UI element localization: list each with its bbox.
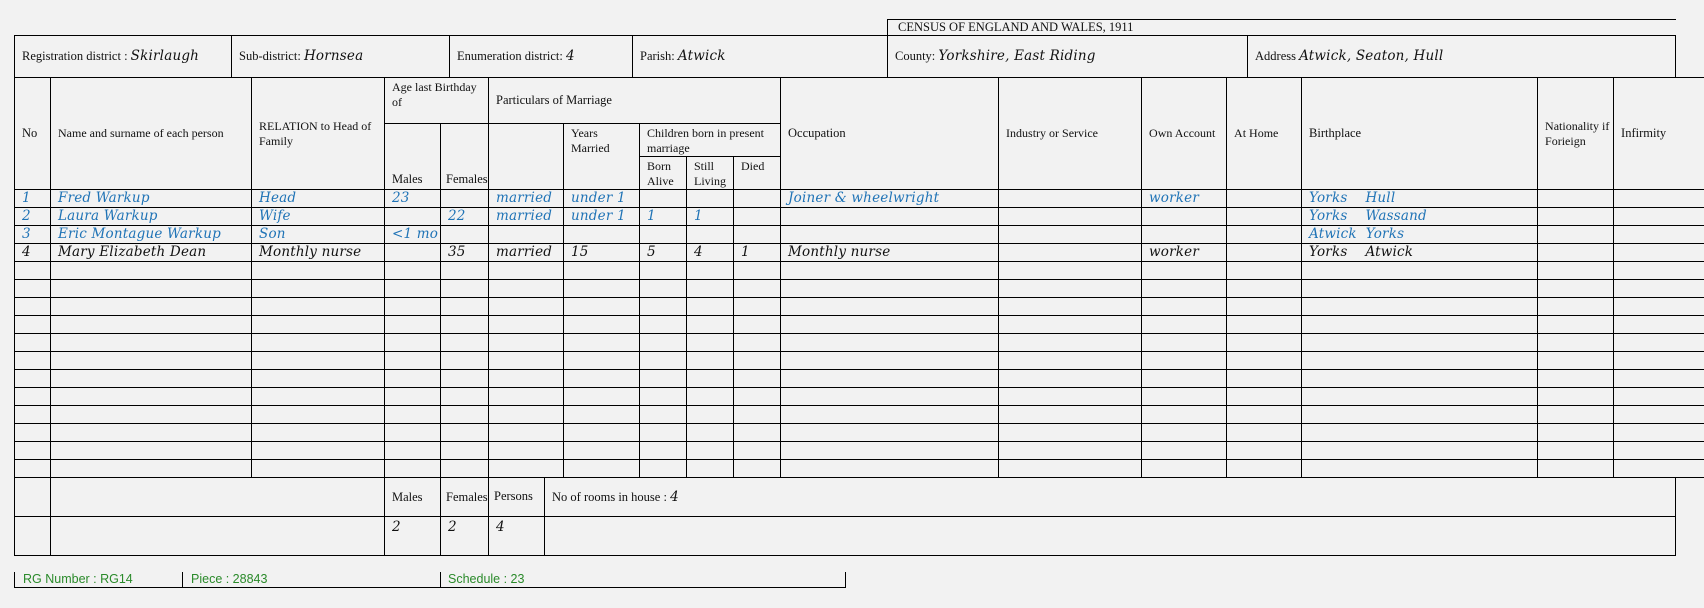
summary-females-total: 2 <box>441 517 489 556</box>
summary-females-label: Females <box>441 478 489 517</box>
table-row-empty <box>15 280 1704 298</box>
summary-males-total: 2 <box>385 517 441 556</box>
piece-number: Piece : 28843 <box>191 572 268 586</box>
sub-district: Sub-district: Hornsea <box>232 36 450 78</box>
schedule-number: Schedule : 23 <box>448 572 525 586</box>
census-form <box>14 19 1675 556</box>
header-at-home: At Home <box>1227 78 1302 190</box>
county: County: Yorkshire, East Riding <box>888 36 1248 78</box>
table-row-empty <box>15 262 1704 280</box>
table-row: 2 Laura Warkup Wife 22 married under 1 1 1 Yorks Wassand <box>15 208 1704 226</box>
header-marital-status <box>489 124 564 190</box>
parish: Parish: Atwick <box>633 36 888 78</box>
header-name: Name and surname of each person <box>51 78 252 190</box>
rooms-in-house: No of rooms in house : 4 <box>545 478 1676 517</box>
summary-table <box>14 477 1676 556</box>
household-table <box>14 77 1704 478</box>
summary-persons-total: 4 <box>489 517 545 556</box>
table-row-empty <box>15 298 1704 316</box>
table-row: 3 Eric Montague Warkup Son <1 mo Atwick Yorks <box>15 226 1704 244</box>
header-females: Females <box>441 124 489 190</box>
header-males: Males <box>385 124 441 190</box>
header-nationality: Nationality if Forieign <box>1538 78 1614 190</box>
table-row-empty <box>15 352 1704 370</box>
header-relation: RELATION to Head of Family <box>252 78 385 190</box>
table-row-empty <box>15 406 1704 424</box>
table-row: 4 Mary Elizabeth Dean Monthly nurse 35 married 15 5 4 1 Monthly nurse worker Yorks Atwick <box>15 244 1704 262</box>
header-industry: Industry or Service <box>999 78 1142 190</box>
header-children: Children born in present marriage <box>640 124 781 157</box>
table-row-empty <box>15 460 1704 478</box>
table-row-empty <box>15 316 1704 334</box>
table-row-empty <box>15 388 1704 406</box>
table-row-empty <box>15 424 1704 442</box>
header-birthplace: Birthplace <box>1302 78 1538 190</box>
header-no: No <box>15 78 51 190</box>
rg-number: RG Number : RG14 <box>23 572 133 586</box>
table-row-empty <box>15 370 1704 388</box>
page-title: CENSUS OF ENGLAND AND WALES, 1911 <box>888 20 1676 36</box>
summary-persons-label: Persons <box>489 478 545 517</box>
table-row-empty <box>15 442 1704 460</box>
header-infirmity: Infirmity <box>1614 78 1704 190</box>
header-own-account: Own Account <box>1142 78 1227 190</box>
table-row: 1 Fred Warkup Head 23 married under 1 Joiner & wheelwright worker Yorks Hull <box>15 190 1704 208</box>
header-occupation: Occupation <box>781 78 999 190</box>
address: Address Atwick, Seaton, Hull <box>1248 36 1676 78</box>
header-died: Died <box>734 157 781 190</box>
header-marriage: Particulars of Marriage <box>489 78 781 124</box>
summary-males-label: Males <box>385 478 441 517</box>
header-still-living: Still Living <box>687 157 734 190</box>
header-years-married: Years Married <box>564 124 640 190</box>
header-born-alive: Born Alive <box>640 157 687 190</box>
table-row-empty <box>15 334 1704 352</box>
header-age: Age last Birthday of <box>385 78 489 124</box>
enumeration-district: Enumeration district: 4 <box>450 36 633 78</box>
reference-footer <box>14 572 846 588</box>
census-header-table <box>14 19 1676 78</box>
registration-district: Registration district : Skirlaugh <box>15 36 232 78</box>
